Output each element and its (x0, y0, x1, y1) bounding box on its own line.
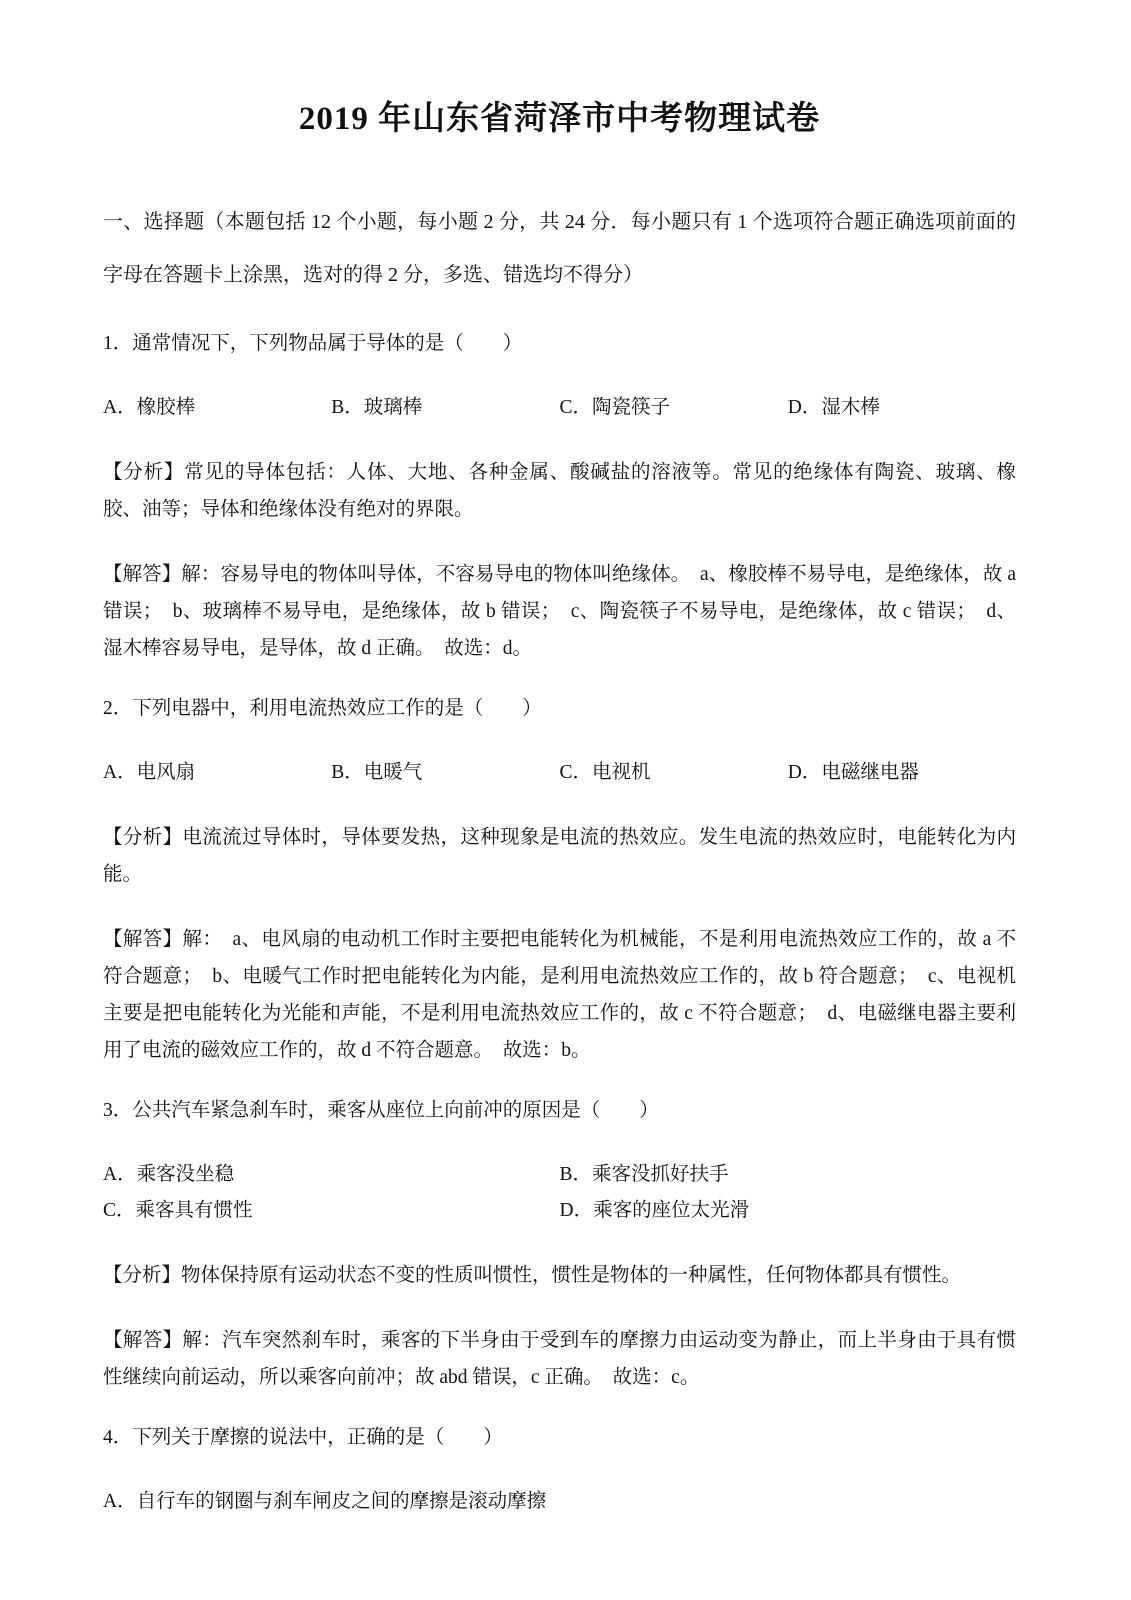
question-4-text: 4．下列关于摩擦的说法中，正确的是（ ） (103, 1427, 503, 1448)
question-2-analysis: 【分析】电流流过导体时，导体要发热，这种现象是电流的热效应。发生电流的热效应时，电能转化为内能。 (103, 827, 1016, 885)
question-3-option-a: A．乘客没坐稳 (103, 1164, 235, 1185)
question-2-text: 2．下列电器中，利用电流热效应工作的是（ ） (103, 698, 542, 719)
question-1-options (103, 390, 1016, 426)
question-2-option-d: D．电磁继电器 (787, 762, 919, 783)
question-2-option-a: A．电风扇 (103, 762, 196, 783)
question-3-option-b: B．乘客没抓好扶手 (559, 1164, 729, 1185)
question-1 (103, 326, 1016, 667)
question-1-analysis: 【分析】常见的导体包括：人体、大地、各种金属、酸碱盐的溶液等。常见的绝缘体有陶瓷、玻璃、橡胶、油等；导体和绝缘体没有绝对的界限。 (103, 462, 1016, 520)
question-1-option-d: D．湿木棒 (787, 397, 880, 418)
question-3 (103, 1093, 1016, 1396)
question-2-option-c: C．电视机 (559, 762, 651, 783)
question-3-option-c: C．乘客具有惯性 (103, 1200, 253, 1221)
question-2-solution: 【解答】解： a、电风扇的电动机工作时主要把电能转化为机械能，不是利用电流热效应工作的，故 a 不符合题意； b、电暖气工作时把电能转化为内能，是利用电流热效应工作的，故 b 符合题意； c、电视机主要是把电能转化为光能和声能，不是利用电流热效应工作的，故 c 不符合题意； d、电磁继电器主要利用了电流的磁效应工作的，故 d 不符合题意。 故选：b。 (103, 929, 1016, 1061)
question-4-options (103, 1484, 1016, 1520)
question-2-option-b: B．电暖气 (331, 762, 423, 783)
question-3-option-d: D．乘客的座位太光滑 (559, 1200, 750, 1221)
section-heading: 一、选择题（本题包括 12 个小题，每小题 2 分，共 24 分．每小题只有 1 个选项符合题正确选项前面的字母在答题卡上涂黑，选对的得 2 分，多选、错选均不得分） (103, 211, 1016, 286)
question-1-solution: 【解答】解：容易导电的物体叫导体，不容易导电的物体叫绝缘体。 a、橡胶棒不易导电，是绝缘体，故 a 错误； b、玻璃棒不易导电，是绝缘体，故 b 错误； c、陶瓷筷子不易导电，是绝缘体，故 c 错误； d、湿木棒容易导电，是导体，故 d 正确。 故选：d。 (103, 564, 1016, 659)
question-2-options (103, 755, 1016, 791)
question-2 (103, 691, 1016, 1069)
question-1-text: 1．通常情况下，下列物品属于导体的是（ ） (103, 333, 523, 354)
question-4-option-a: A．自行车的钢圈与刹车闸皮之间的摩擦是滚动摩擦 (103, 1491, 547, 1512)
question-3-solution: 【解答】解：汽车突然刹车时，乘客的下半身由于受到车的摩擦力由运动变为静止，而上半身由于具有惯性继续向前运动，所以乘客向前冲；故 abd 错误，c 正确。 故选：c。 (103, 1330, 1016, 1388)
page-title: 2019 年山东省菏泽市中考物理试卷 (298, 101, 821, 137)
question-3-analysis: 【分析】物体保持原有运动状态不变的性质叫惯性，惯性是物体的一种属性，任何物体都具有惯性。 (103, 1265, 962, 1286)
question-1-option-a: A．橡胶棒 (103, 397, 196, 418)
question-3-text: 3．公共汽车紧急刹车时，乘客从座位上向前冲的原因是（ ） (103, 1100, 659, 1121)
question-3-options (103, 1157, 1016, 1229)
question-4 (103, 1420, 1016, 1520)
question-1-option-b: B．玻璃棒 (331, 397, 423, 418)
question-1-option-c: C．陶瓷筷子 (559, 397, 671, 418)
